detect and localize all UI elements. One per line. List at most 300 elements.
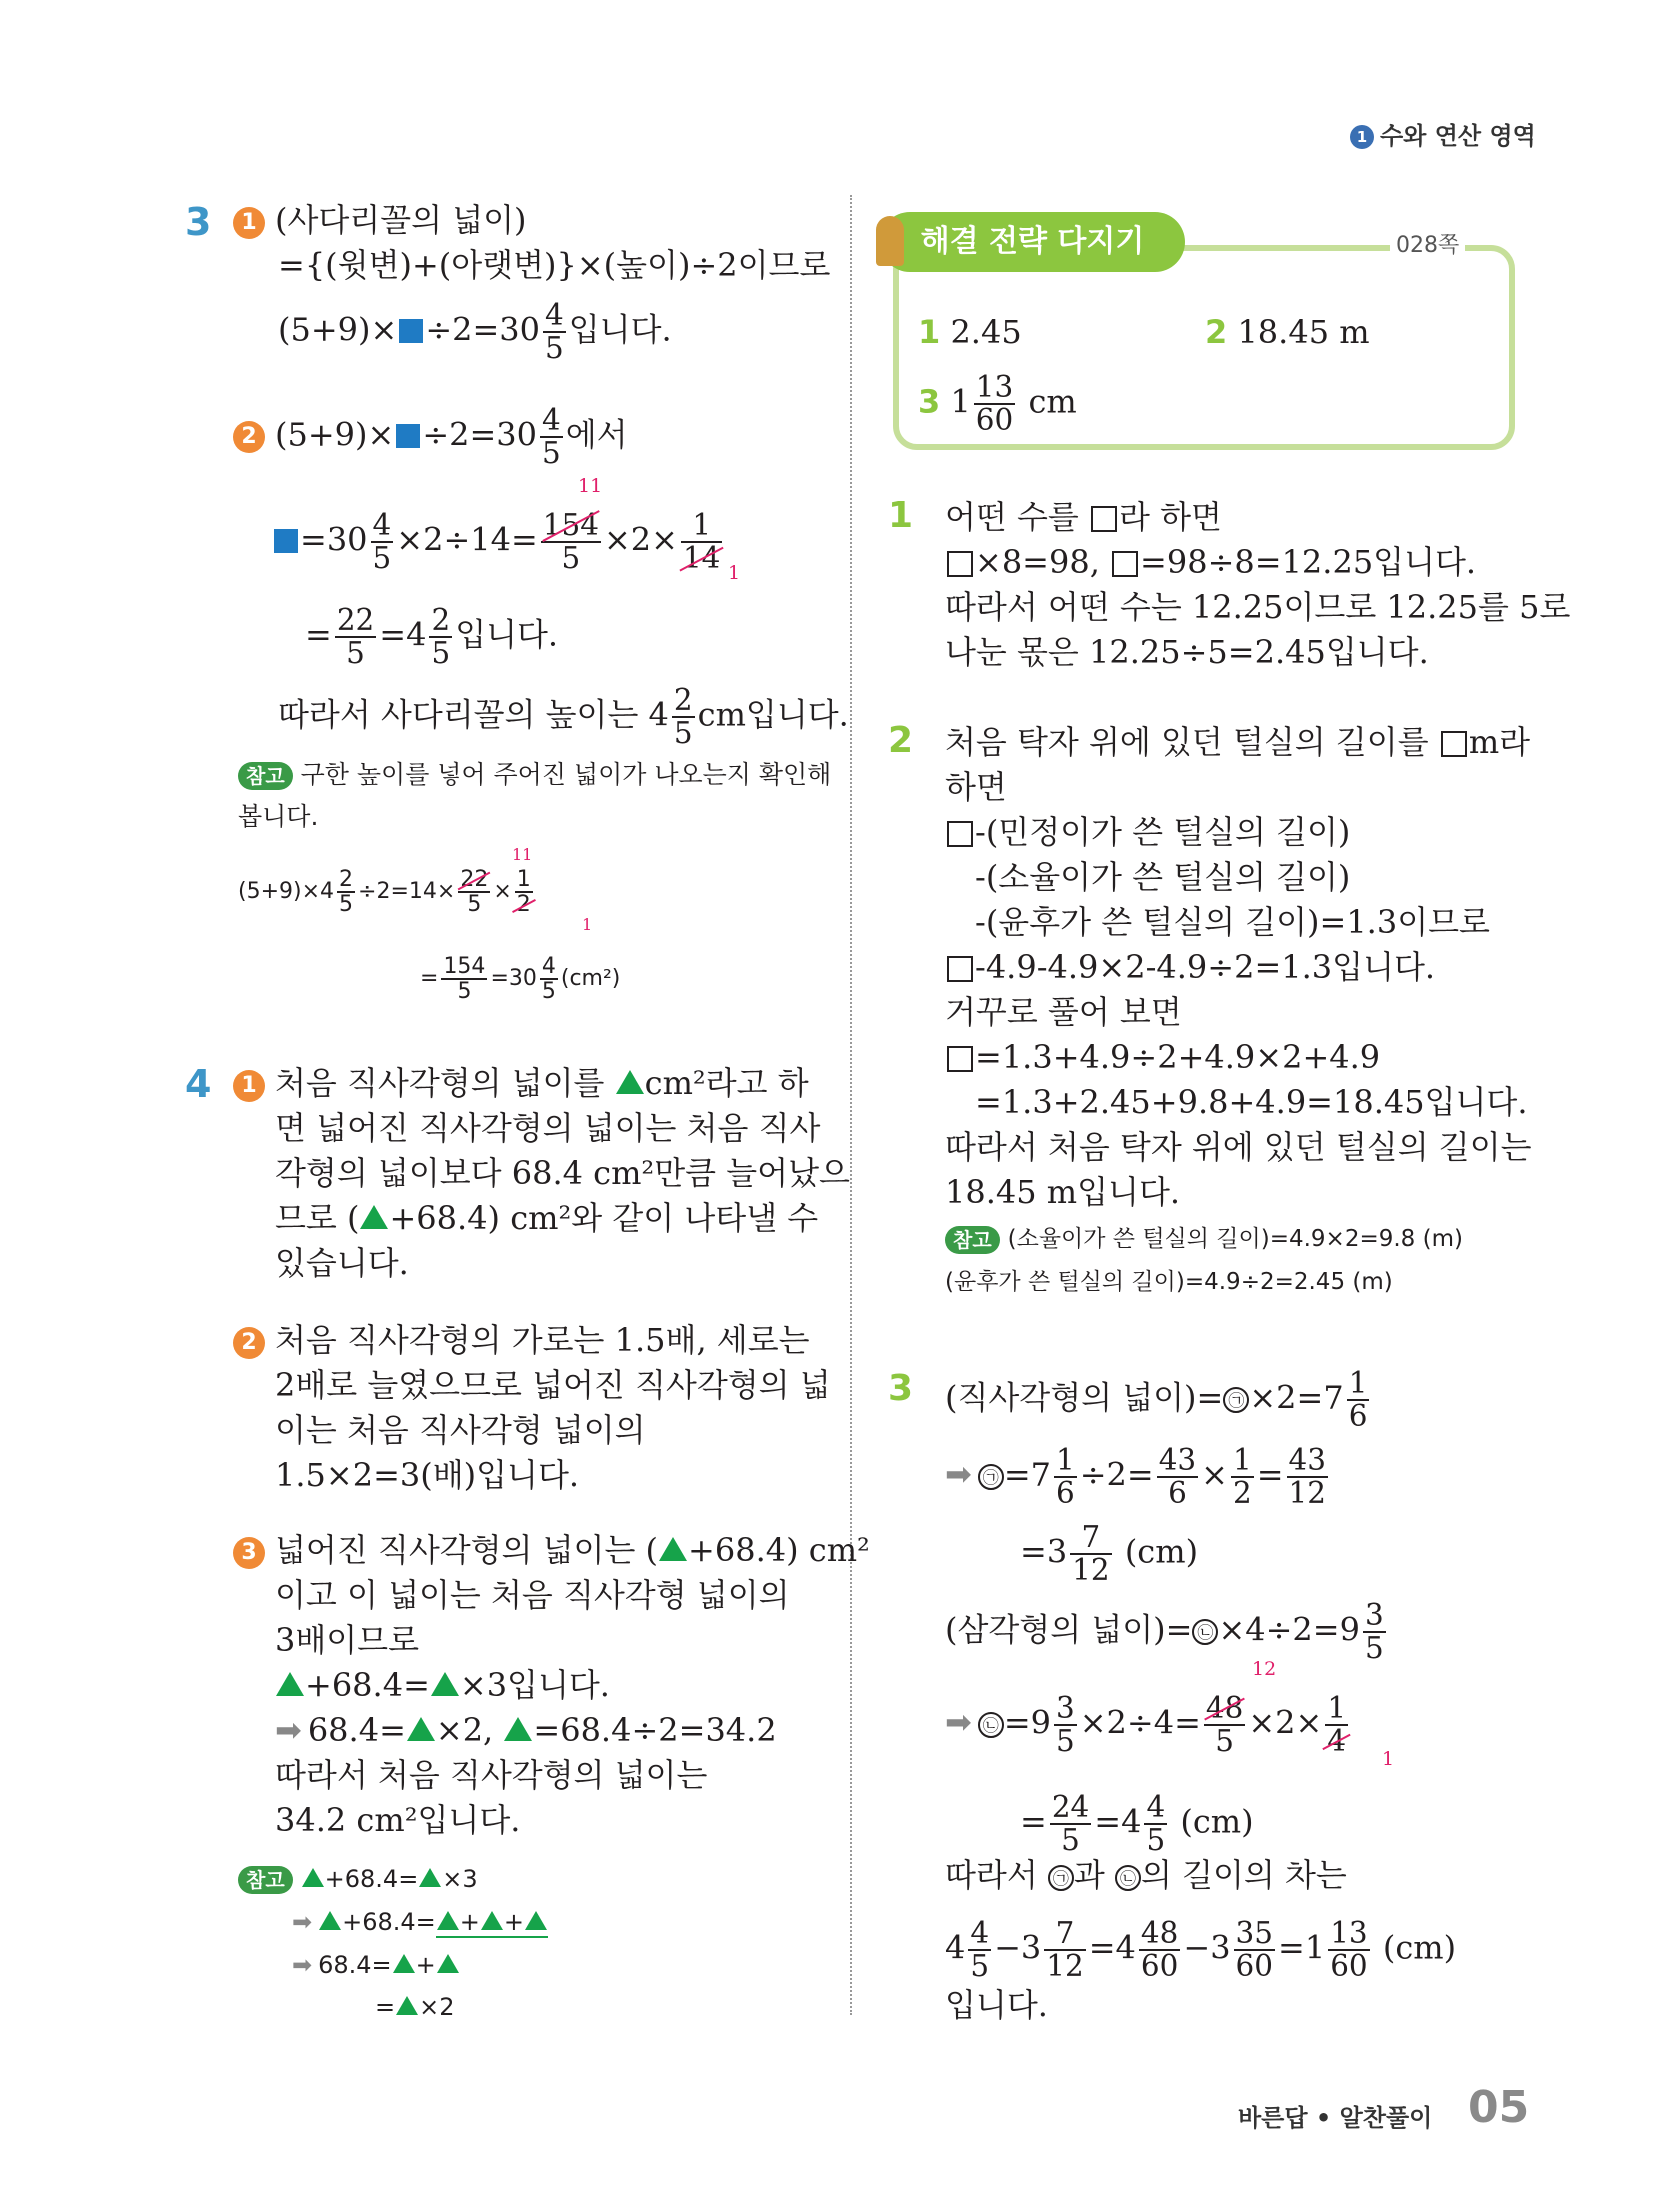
denominator: 5 <box>1061 1822 1080 1857</box>
denominator: 60 <box>1140 1948 1179 1983</box>
text: (cm²) <box>560 966 621 992</box>
numerator: 22 <box>460 867 489 892</box>
text: +68.4= <box>324 1865 419 1893</box>
numerator: 13 <box>975 370 1014 404</box>
triangle-icon <box>319 1911 341 1930</box>
text: 2.45 <box>950 313 1022 351</box>
text: -(민정이가 쓴 털실의 길이) <box>975 813 1351 851</box>
text: =4 <box>379 615 427 654</box>
denominator: 5 <box>542 435 561 470</box>
numerator: 2 <box>673 683 693 717</box>
r3-l7 <box>945 1855 1347 1895</box>
text: × <box>493 879 512 905</box>
circled-label: ㉡ <box>978 1712 1004 1738</box>
fraction <box>1363 1600 1386 1664</box>
section-title: 수와 연산 영역 <box>1380 122 1536 150</box>
denominator: 5 <box>1215 1723 1234 1758</box>
text: 따라서 사다리꼴의 높이는 4 <box>278 695 669 734</box>
text: =3 <box>1020 1532 1068 1571</box>
text: =1 <box>1278 1928 1326 1967</box>
denominator: 5 <box>1364 1630 1384 1665</box>
text: + <box>503 1908 524 1936</box>
numerator: 1 <box>1055 1443 1075 1477</box>
fraction <box>1347 1368 1370 1432</box>
numerator: 43 <box>1288 1443 1326 1477</box>
numerator: 1 <box>1348 1366 1368 1400</box>
cancel-note: 1 <box>1382 1748 1395 1770</box>
p3-ref-eq1 <box>238 868 536 916</box>
blue-square-icon <box>399 319 423 343</box>
p4-ref-l1 <box>238 1862 478 1896</box>
text: ÷2=30 <box>425 310 541 349</box>
p4-s2-l4: 1.5×2=3(배)입니다. <box>275 1456 580 1494</box>
triangle-icon <box>407 1717 435 1741</box>
r2-l5: -(윤후가 쓴 털실의 길이)=1.3이므로 <box>975 903 1490 941</box>
numerator: 48 <box>1140 1916 1179 1950</box>
fraction <box>540 955 558 1003</box>
blank-box-icon <box>947 821 973 847</box>
numerator: 7 <box>1044 1918 1085 1951</box>
strategy-page-ref: 028쪽 <box>1390 228 1465 259</box>
circled-label: ㉡ <box>1192 1619 1218 1645</box>
text: 처음 직사각형의 가로는 1.5배, 세로는 <box>275 1321 810 1359</box>
denominator: 6 <box>1348 1398 1368 1433</box>
text: +68.4= <box>305 1666 430 1704</box>
triangle-icon <box>525 1911 547 1930</box>
p4-ref-l2 <box>292 1905 548 1939</box>
text: ÷2=30 <box>422 415 538 454</box>
triangle-icon <box>419 1868 441 1887</box>
step-badge: 1 <box>233 207 265 239</box>
p4-s1-l3: 각형의 넓이보다 68.4 cm²만큼 늘어났으 <box>275 1154 850 1192</box>
text: =7 <box>1003 1455 1051 1494</box>
text: 넓어진 직사각형의 넓이는 ( <box>275 1531 659 1569</box>
numerator: 7 <box>1070 1522 1111 1555</box>
denominator: 5 <box>673 715 693 750</box>
denominator: 5 <box>541 979 556 1005</box>
r3-l3 <box>1020 1522 1198 1586</box>
numerator: 1 <box>1232 1443 1252 1477</box>
text: 1 <box>950 382 971 421</box>
text: ×4÷2=9 <box>1218 1610 1360 1649</box>
blank-box-icon <box>1441 731 1467 757</box>
text: =4 <box>1088 1928 1136 1967</box>
r2-ref-l1 <box>945 1222 1463 1256</box>
step-badge: 2 <box>233 421 265 453</box>
numerator: 43 <box>1158 1443 1197 1477</box>
numerator: 154 <box>542 508 599 542</box>
numerator: 3 <box>1364 1598 1384 1632</box>
r1-l4: 나눈 몫은 12.25÷5=2.45입니다. <box>945 633 1429 671</box>
denominator: 5 <box>467 892 482 918</box>
text: (직사각형의 넓이)= <box>945 1378 1224 1417</box>
answer-number: 1 <box>918 313 941 351</box>
fraction <box>1287 1445 1328 1509</box>
r2-l2: 하면 <box>945 768 1007 806</box>
fraction <box>1050 1792 1091 1856</box>
denominator: 12 <box>1046 1948 1084 1983</box>
fraction <box>515 868 533 916</box>
fraction <box>1325 1693 1348 1757</box>
denominator: 2 <box>516 892 531 918</box>
cancel-note: 1 <box>728 562 741 584</box>
p4-s1-l1 <box>233 1063 809 1103</box>
r3-l4 <box>945 1600 1389 1664</box>
triangle-icon <box>431 1672 459 1696</box>
denominator: 5 <box>457 979 472 1005</box>
text: ×3 <box>442 1865 478 1893</box>
text: (5+9)×4 <box>238 879 335 905</box>
triangle-icon <box>396 1996 418 2015</box>
blank-box-icon <box>1091 506 1117 532</box>
numerator: 4 <box>970 1916 990 1950</box>
fraction <box>968 1918 991 1982</box>
p4-s1-l4 <box>275 1198 818 1238</box>
denominator: 5 <box>346 635 365 670</box>
numerator: 4 <box>545 298 564 332</box>
blue-square-icon <box>274 529 298 553</box>
text: (cm) <box>1180 1802 1254 1841</box>
circled-label: ㉠ <box>1223 1387 1249 1413</box>
r2-ref-l2: (윤후가 쓴 털실의 길이)=4.9÷2=2.45 (m) <box>945 1269 1393 1295</box>
text: ×2÷4= <box>1079 1703 1201 1742</box>
underlined-group <box>436 1908 548 1938</box>
answer-number: 2 <box>1205 313 1228 351</box>
p3-ref-line1 <box>238 758 831 792</box>
arrow-right-icon: ➡ <box>292 1908 313 1936</box>
numerator: 1 <box>1327 1691 1347 1725</box>
numerator: 2 <box>339 867 354 892</box>
strategy-answer-2 <box>1205 312 1370 352</box>
fraction <box>672 685 695 749</box>
text: ×2÷14= <box>396 520 538 559</box>
fraction <box>541 510 601 574</box>
text: 처음 직사각형의 넓이를 <box>275 1064 605 1102</box>
numerator: 154 <box>443 954 486 979</box>
denominator: 5 <box>339 892 354 918</box>
p4-s1-l2: 면 넓어진 직사각형의 넓이는 처음 직사 <box>275 1109 821 1147</box>
blank-box-icon <box>947 551 973 577</box>
arrow-right-icon: ➡ <box>945 1455 972 1494</box>
r1-l1 <box>945 497 1222 537</box>
numerator: 4 <box>542 403 561 437</box>
text: ×2× <box>1248 1703 1323 1742</box>
denominator: 12 <box>1072 1552 1110 1587</box>
text: 68.4= <box>307 1711 406 1749</box>
circled-label: ㉠ <box>978 1464 1004 1490</box>
fraction <box>1157 1445 1198 1509</box>
fraction <box>458 868 490 916</box>
text: 18.45 m <box>1237 313 1370 351</box>
p3-s2-line3 <box>305 605 558 669</box>
triangle-icon <box>504 1717 532 1741</box>
r3-l2 <box>945 1445 1331 1509</box>
text: =30 <box>300 520 368 559</box>
text: (cm) <box>1382 1928 1457 1967</box>
p4-s2-l1 <box>233 1320 810 1360</box>
text: = <box>375 1993 396 2021</box>
r2-l9: =1.3+2.45+9.8+4.9=18.45입니다. <box>975 1083 1528 1121</box>
r2-l6 <box>945 947 1435 987</box>
denominator: 14 <box>682 540 721 575</box>
fraction <box>540 405 563 469</box>
triangle-icon <box>616 1070 644 1094</box>
text: = <box>420 966 439 992</box>
fraction <box>1204 1693 1245 1757</box>
text: 입니다. <box>455 615 559 654</box>
text: = <box>1020 1802 1047 1841</box>
text: = <box>305 615 332 654</box>
r2-l7: 거꾸로 풀어 보면 <box>945 993 1182 1031</box>
text: 어떤 수를 <box>945 498 1079 536</box>
problem-number: 4 <box>185 1062 212 1106</box>
triangle-icon <box>659 1537 687 1561</box>
fraction <box>337 868 355 916</box>
denominator: 5 <box>431 635 451 670</box>
p4-s1-l5: 있습니다. <box>275 1244 409 1282</box>
text: (삼각형의 넓이)= <box>945 1610 1193 1649</box>
text: 라 하면 <box>1119 498 1222 536</box>
fraction <box>1139 1918 1180 1982</box>
text: 의 길이의 차는 <box>1141 1856 1347 1894</box>
column-divider <box>850 195 852 2015</box>
r2-l4: -(소율이가 쓴 털실의 길이) <box>975 858 1351 896</box>
fraction <box>1054 1693 1077 1757</box>
r2-l11: 18.45 m입니다. <box>945 1173 1181 1211</box>
circled-label: ㉡ <box>1115 1865 1141 1891</box>
strategy-title: 해결 전략 다지기 <box>920 224 1145 259</box>
p4-s3-l6: 따라서 처음 직사각형의 넓이는 <box>275 1756 708 1794</box>
text: 처음 탁자 위에 있던 털실의 길이를 <box>945 723 1429 761</box>
fraction <box>335 605 376 669</box>
p3-s1-line3 <box>278 300 672 364</box>
fraction <box>1144 1792 1167 1856</box>
solution-number: 2 <box>888 720 914 761</box>
p4-s3-l7: 34.2 cm²입니다. <box>275 1801 521 1839</box>
section-header <box>1350 116 1536 151</box>
text: =4 <box>1094 1802 1142 1841</box>
p4-s3-l5 <box>275 1710 777 1750</box>
text: +68.4) cm²와 같이 나타낼 수 <box>389 1199 819 1237</box>
step-badge: 1 <box>233 1070 265 1102</box>
denominator: 5 <box>545 330 564 365</box>
blue-square-icon <box>396 424 420 448</box>
strategy-answer-3 <box>918 372 1077 436</box>
blank-box-icon <box>947 1046 973 1072</box>
triangle-icon <box>393 1954 415 1973</box>
text: 따라서 <box>945 1856 1038 1894</box>
ref-badge: 참고 <box>238 1866 293 1894</box>
blank-box-icon <box>1112 551 1138 577</box>
text: −3 <box>994 1928 1042 1967</box>
denominator: 5 <box>372 540 392 575</box>
numerator: 1 <box>681 510 722 543</box>
denominator: 5 <box>1146 1822 1166 1857</box>
fraction <box>1054 1445 1077 1509</box>
fraction <box>1231 1445 1254 1509</box>
numerator: 4 <box>541 954 556 979</box>
p3-s1-line1 <box>233 200 527 240</box>
text: cm²라고 하 <box>644 1064 809 1102</box>
text: (소율이가 쓴 털실의 길이)=4.9×2=9.8 (m) <box>1007 1226 1463 1252</box>
text: 입니다. <box>568 310 672 349</box>
denominator: 5 <box>561 540 581 575</box>
denominator: 5 <box>1055 1723 1075 1758</box>
problem-number: 3 <box>185 200 212 244</box>
fraction <box>1044 1918 1085 1982</box>
text: 에서 <box>565 415 628 454</box>
numerator: 2 <box>431 603 451 637</box>
denominator: 4 <box>1327 1723 1347 1758</box>
numerator: 4 <box>1146 1790 1166 1824</box>
denominator: 60 <box>1330 1948 1368 1983</box>
denominator: 60 <box>1235 1948 1274 1983</box>
p4-s3-l2: 이고 이 넓이는 처음 직사각형 넓이의 <box>275 1576 790 1614</box>
r3-l9: 입니다. <box>945 1986 1048 2024</box>
text: 68.4= <box>318 1951 392 1979</box>
text: ×2 <box>419 1993 455 2021</box>
numerator: 1 <box>516 867 531 892</box>
triangle-icon <box>276 1672 304 1696</box>
r3-l5 <box>945 1693 1351 1757</box>
triangle-icon <box>437 1954 459 1973</box>
fraction <box>974 372 1015 436</box>
text: =68.4÷2=34.2 <box>533 1711 777 1749</box>
r1-l2 <box>945 542 1476 582</box>
text: +68.4) cm² <box>688 1531 870 1569</box>
fraction <box>1234 1918 1275 1982</box>
denominator: 60 <box>975 402 1014 437</box>
fraction <box>1070 1522 1111 1586</box>
text: =98÷8=12.25입니다. <box>1140 543 1477 581</box>
page-number: 05 <box>1468 2082 1530 2133</box>
p3-s1-line2: ={(윗변)+(아랫변)}×(높이)÷2이므로 <box>278 246 831 284</box>
triangle-icon <box>437 1911 459 1930</box>
p3-s2-line4 <box>278 685 849 749</box>
text: 므로 ( <box>275 1199 360 1237</box>
text: =1.3+4.9÷2+4.9×2+4.9 <box>975 1038 1381 1076</box>
step-badge: 3 <box>233 1537 265 1569</box>
denominator: 5 <box>970 1948 990 1983</box>
text: −3 <box>1183 1928 1231 1967</box>
text: ×8=98, <box>975 543 1100 581</box>
r2-l8 <box>945 1037 1380 1077</box>
fraction <box>543 300 566 364</box>
strategy-banner <box>880 212 1185 272</box>
text: (5+9)× <box>278 310 398 349</box>
text: 4 <box>945 1928 966 1967</box>
numerator: 48 <box>1205 1691 1244 1725</box>
text: (사다리꼴의 넓이) <box>275 201 527 239</box>
numerator: 35 <box>1235 1916 1274 1950</box>
r3-l8 <box>945 1918 1456 1982</box>
triangle-icon <box>302 1868 324 1887</box>
cancel-note: 12 <box>1252 1658 1277 1680</box>
r3-l1 <box>945 1368 1372 1432</box>
text: (cm) <box>1124 1532 1199 1571</box>
r3-l6 <box>1020 1792 1254 1856</box>
text: ×2=7 <box>1249 1378 1344 1417</box>
text: + <box>459 1908 480 1936</box>
numerator: 22 <box>336 603 375 637</box>
text: ×2, <box>435 1711 494 1749</box>
solution-number: 1 <box>888 495 914 536</box>
text: =9 <box>1003 1703 1051 1742</box>
p4-s2-l2: 2배로 늘였으므로 넓어진 직사각형의 넓 <box>275 1366 831 1404</box>
ref-badge: 참고 <box>238 762 293 790</box>
text: + <box>415 1951 436 1979</box>
r2-l1 <box>945 722 1530 762</box>
fraction <box>681 510 722 574</box>
arrow-right-icon: ➡ <box>292 1951 313 1979</box>
denominator: 6 <box>1055 1475 1075 1510</box>
p3-s2-line2 <box>272 510 725 574</box>
text: ÷2=14× <box>358 879 456 905</box>
numerator: 4 <box>372 508 392 542</box>
fraction <box>441 955 487 1003</box>
denominator: 2 <box>1232 1475 1252 1510</box>
bulb-icon <box>876 216 904 266</box>
text: cm <box>1028 382 1077 421</box>
text: × <box>1201 1455 1228 1494</box>
p4-s3-l3: 3배이므로 <box>275 1621 420 1659</box>
arrow-right-icon: ➡ <box>945 1703 972 1742</box>
triangle-icon <box>360 1205 388 1229</box>
cancel-note: 11 <box>512 845 533 864</box>
r2-l10: 따라서 처음 탁자 위에 있던 털실의 길이는 <box>945 1128 1532 1166</box>
cancel-note: 1 <box>582 915 593 934</box>
fraction <box>371 510 394 574</box>
blank-box-icon <box>947 956 973 982</box>
p4-ref-l3 <box>292 1948 460 1982</box>
section-number-badge: 1 <box>1350 125 1374 149</box>
p4-s2-l3: 이는 처음 직사각형 넓이의 <box>275 1411 646 1449</box>
denominator: 12 <box>1288 1475 1326 1510</box>
denominator: 6 <box>1168 1475 1187 1510</box>
fraction <box>1328 1918 1369 1982</box>
p3-ref-line2: 봅니다. <box>238 802 319 831</box>
numerator: 13 <box>1330 1916 1368 1950</box>
text: cm입니다. <box>697 695 849 734</box>
fraction <box>429 605 452 669</box>
numerator: 24 <box>1051 1790 1090 1824</box>
strategy-answer-1 <box>918 312 1022 352</box>
cancel-note: 11 <box>578 475 603 497</box>
circled-label: ㉠ <box>1048 1865 1074 1891</box>
text: (5+9)× <box>275 415 395 454</box>
p3-ref-eq2 <box>420 955 620 1003</box>
solution-number: 3 <box>888 1368 914 1409</box>
step-badge: 2 <box>233 1327 265 1359</box>
text: 구한 높이를 넣어 주어진 넓이가 나오는지 확인해 <box>300 760 832 789</box>
triangle-icon <box>481 1911 503 1930</box>
p4-s3-l1 <box>233 1530 870 1570</box>
ref-badge: 참고 <box>945 1226 1000 1254</box>
footer-book-label: 바른답 • 알찬풀이 <box>1238 2104 1433 2132</box>
text: =30 <box>490 966 537 992</box>
arrow-right-icon: ➡ <box>275 1711 302 1749</box>
p4-ref-l4 <box>375 1990 455 2024</box>
p4-s3-l4 <box>275 1665 610 1705</box>
r2-l3 <box>945 812 1350 852</box>
text: -4.9-4.9×2-4.9÷2=1.3입니다. <box>975 948 1436 986</box>
text: 과 <box>1073 1856 1105 1894</box>
p3-s2-line1 <box>233 405 628 469</box>
text: ÷2= <box>1079 1455 1154 1494</box>
text: +68.4= <box>342 1908 436 1936</box>
text: m라 <box>1468 723 1531 761</box>
numerator: 3 <box>1055 1691 1075 1725</box>
